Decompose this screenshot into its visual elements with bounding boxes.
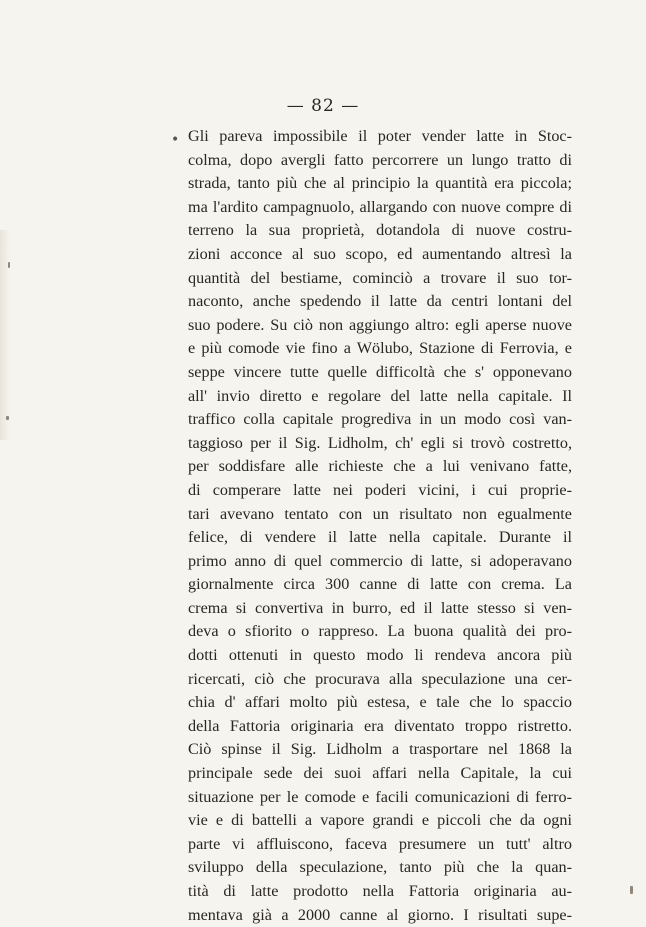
text-line: Gli pareva impossibile il poter vender latte in Stoc-: [188, 127, 572, 145]
text-line: felice, di vendere il latte nella capitale. Durante il: [188, 528, 572, 547]
body-text: [188, 125, 572, 927]
text-line: traffico colla capitale progrediva in un modo così van-: [188, 410, 572, 429]
text-line: ma l'ardito campagnuolo, allargando con nuove compre di: [188, 197, 572, 216]
text-line: crema si convertiva in burro, ed il latte stesso si ven-: [188, 598, 572, 617]
text-line: all' invio diretto e regolare del latte nella capitale. Il: [188, 386, 572, 405]
text-line: dotti ottenuti in questo modo li rendeva ancora più: [188, 646, 572, 665]
text-line: zioni acconce al suo scopo, ed aumentando altresì la: [188, 244, 572, 263]
text-line: e più comode vie fino a Wölubo, Stazione di Ferrovia, e: [188, 339, 572, 358]
text-line: giornalmente circa 300 canne di latte con crema. La: [188, 575, 572, 594]
text-line: seppe vincere tutte quelle difficoltà che s' opponevano: [188, 362, 572, 381]
paper-speck: [8, 262, 10, 268]
text-line: per soddisfare alle richieste che a lui venivano fatte,: [188, 457, 572, 476]
text-line: sviluppo della speculazione, tanto più che la quan-: [188, 858, 572, 877]
text-line: situazione per le comode e facili comunicazioni di ferro-: [188, 787, 572, 806]
paper-speck: [6, 416, 9, 420]
text-line: tità di latte prodotto nella Fattoria originaria au-: [188, 882, 572, 900]
text-line: taggioso per il Sig. Lidholm, ch' egli si trovò costretto,: [188, 433, 572, 452]
text-line: tari avevano tentato con un risultato non egualmente: [188, 504, 572, 523]
text-line: della Fattoria originaria era diventato troppo ristretto.: [188, 716, 572, 735]
text-line: suo podere. Su ciò non aggiungo altro: egli aperse nuove: [188, 315, 572, 334]
text-line: ricercati, ciò che procurava alla speculazione una cer-: [188, 669, 572, 688]
text-line: vie e di battelli a vapore grandi e piccoli che da ogni: [188, 811, 572, 830]
text-line: colma, dopo avergli fatto percorrere un lungo tratto di: [188, 150, 572, 169]
text-line: di comperare latte nei poderi vicini, i cui proprie-: [188, 480, 572, 499]
paper-speck: [630, 886, 633, 894]
text-line: strada, tanto più che al principio la quantità era piccola;: [188, 174, 572, 193]
text-line: principale sede dei suoi affari nella Capitale, la cui: [188, 764, 572, 783]
text-line: quantità del bestiame, cominciò a trovare il suo tor-: [188, 268, 572, 287]
page-number: — 82 —: [286, 96, 360, 116]
text-line: primo anno di quel commercio di latte, si adoperavano: [188, 551, 572, 570]
text-line: terreno la sua proprietà, dotandola di nuove costru-: [188, 221, 572, 240]
text-line: Ciò spinse il Sig. Lidholm a trasportare nel 1868 la: [188, 740, 572, 759]
margin-mark: •: [171, 132, 180, 148]
text-line: parte vi affluiscono, faceva presumere un tutt' altro: [188, 834, 572, 853]
text-line: deva o sfiorito o rappreso. La buona qualità dei pro-: [188, 622, 572, 641]
text-line: mentava già a 2000 canne al giorno. I risultati supe-: [188, 905, 572, 924]
text-line: chia d' affari molto più estesa, e tale che lo spaccio: [188, 693, 572, 712]
text-line: naconto, anche spedendo il latte da centri lontani del: [188, 292, 572, 311]
